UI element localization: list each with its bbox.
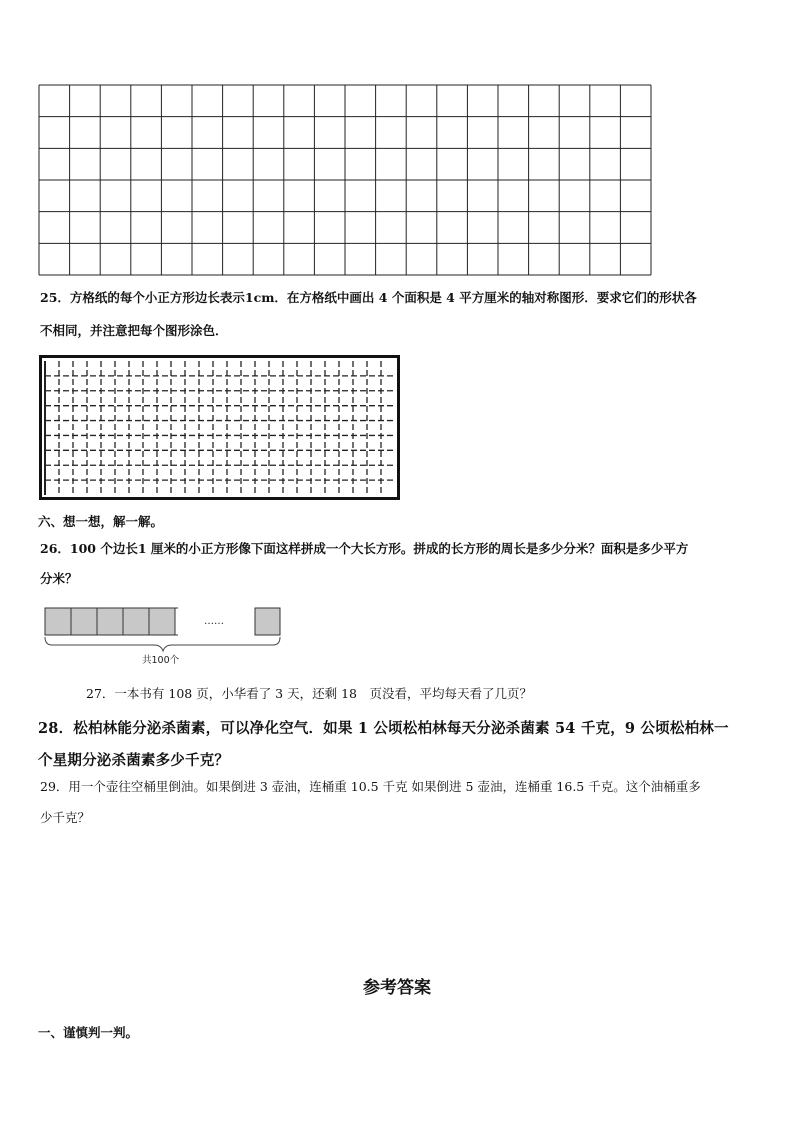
square-5 <box>149 608 175 635</box>
q26-brace-label: 共100个 <box>142 655 180 666</box>
q27-text: 27．一本书有 108 页，小华看了 3 天，还剩 18 页没看，平均每天看了几页？ <box>86 686 532 701</box>
q28-text-line1: 28．松柏林能分泌杀菌素，可以净化空气．如果 1 公顷松柏林每天分泌杀菌素 54 千克，9 公顷松柏林一 <box>38 720 729 737</box>
q26-text-line2: 分米？ <box>40 571 78 586</box>
q26-text-line1: 26．100 个边长1 厘米的小正方形像下面这样拼成一个大长方形。拼成的长方形的周长是多少分米？面积是多少平方 <box>40 541 689 556</box>
section6-title: 六、想一想，解一解。 <box>38 514 164 529</box>
brace <box>45 637 280 651</box>
q26-square-row-figure <box>40 604 290 668</box>
square-1 <box>45 608 71 635</box>
q28-text-line2: 个星期分泌杀菌素多少千克？ <box>38 752 230 769</box>
q29-text-line1: 29．用一个壶往空桶里倒油。如果倒进 3 壶油，连桶重 10.5 千克 如果倒进 5 壶油，连桶重 16.5 千克。这个油桶重多 <box>40 779 701 794</box>
q29-text-line2: 少千克？ <box>40 810 91 825</box>
square-4 <box>123 608 149 635</box>
square-last <box>255 608 280 635</box>
q25-text-line2: 不相同，并注意把每个图形涂色． <box>40 323 228 338</box>
q26-ellipsis: …… <box>204 616 224 627</box>
q25-grid-paper[interactable] <box>39 355 401 501</box>
q25-text-line1: 25．方格纸的每个小正方形边长表示1cm．在方格纸中画出 4 个面积是 4 平方厘米的轴对称图形．要求它们的形状各 <box>40 290 697 305</box>
answer-key-title: 参考答案 <box>363 978 431 998</box>
square-2 <box>71 608 97 635</box>
square-3 <box>97 608 123 635</box>
blank-grid <box>38 84 652 276</box>
answer-section1-title: 一、谨慎判一判。 <box>38 1025 139 1040</box>
